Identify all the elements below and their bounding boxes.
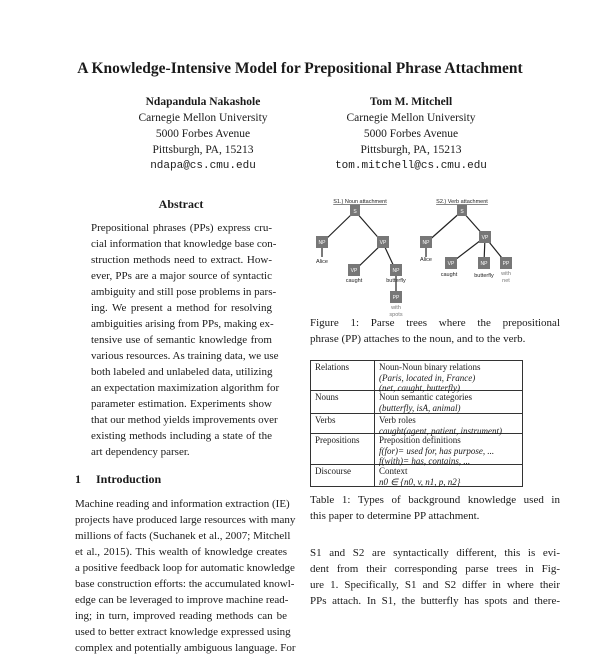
intro-line: base construction efforts: the accumulated knowl- bbox=[75, 578, 295, 590]
figure-1-parse-trees bbox=[300, 195, 570, 320]
abstract-line: both labeled and unlabeled data, utilizing bbox=[91, 366, 273, 378]
caption-line: phrase (PP) attaches to the noun, and to the verb. bbox=[310, 333, 526, 345]
node-pp: PP bbox=[392, 295, 400, 301]
abstract-line: ing. We present a method for resolving bbox=[91, 302, 272, 314]
author-city: Pittsburgh, PA, 15213 bbox=[152, 144, 254, 156]
abstract-line: parameter estimation. Experiments show bbox=[91, 398, 272, 410]
row-content bbox=[379, 435, 494, 467]
abstract-line: cial information that knowledge base con- bbox=[91, 238, 277, 250]
author-1 bbox=[103, 94, 303, 174]
table-row bbox=[311, 361, 522, 391]
table-row bbox=[311, 414, 522, 434]
intro-line: Machine reading and information extraction (IE) bbox=[75, 498, 290, 510]
row-content bbox=[379, 392, 472, 413]
abstract-line: tensive use of semantic knowledge from bbox=[91, 334, 272, 346]
node-pp: PP bbox=[502, 261, 510, 267]
abstract-line: an expectation maximization algorithm for bbox=[91, 382, 280, 394]
paragraph-line: PPs attach. In S1, the butterfly has spots and there- bbox=[310, 595, 560, 607]
node-np: NP bbox=[422, 240, 430, 246]
intro-line: millions of facts (Suchanek et al., 2007; Mitchell bbox=[75, 530, 291, 542]
section-number: 1 bbox=[75, 472, 81, 486]
author-email[interactable]: tom.mitchell@cs.cmu.edu bbox=[335, 160, 487, 172]
row-line: Verb roles bbox=[379, 415, 416, 425]
row-line: n0 ∈ {n0, v, n1, p, n2} bbox=[379, 476, 461, 487]
s1-title: S1.) Noun attachment bbox=[333, 199, 387, 205]
author-email[interactable]: ndapa@cs.cmu.edu bbox=[150, 160, 256, 172]
node-s: S bbox=[353, 209, 357, 215]
row-content bbox=[379, 362, 480, 394]
row-line: Context bbox=[379, 466, 408, 476]
row-line: Noun semantic categories bbox=[379, 392, 472, 402]
abstract-line: struction methods need to extract. How- bbox=[91, 254, 272, 266]
row-line: Noun-Noun binary relations bbox=[379, 362, 481, 372]
row-line: f(with)= has, contains, ... bbox=[379, 456, 471, 466]
node-np: NP bbox=[318, 240, 326, 246]
paragraph-line: dent from their corresponding parse trees in Fig- bbox=[310, 563, 560, 575]
word-butterfly: butterfly bbox=[386, 278, 406, 284]
abstract-line: Prepositional phrases (PPs) express cru- bbox=[91, 222, 272, 234]
author-name: Tom M. Mitchell bbox=[369, 96, 453, 108]
table-row bbox=[311, 391, 522, 414]
row-type: Nouns bbox=[315, 392, 339, 402]
row-content bbox=[379, 466, 460, 487]
author-city: Pittsburgh, PA, 15213 bbox=[360, 144, 462, 156]
word-alice: Alice bbox=[420, 257, 432, 263]
intro-line: a positive feedback loop for automatic knowledge bbox=[75, 562, 295, 574]
word-alice: Alice bbox=[316, 259, 328, 265]
intro-line: complex and potentially ambiguous language. For bbox=[75, 642, 296, 654]
paper-title: A Knowledge-Intensive Model for Prepositional Phrase Attachment bbox=[77, 60, 523, 77]
word-caught: caught bbox=[345, 278, 363, 284]
word-caught: caught bbox=[440, 272, 458, 278]
author-affiliation: Carnegie Mellon University bbox=[346, 112, 476, 124]
word-spots: spots bbox=[389, 312, 403, 318]
word-butterfly: butterfly bbox=[474, 273, 494, 279]
abstract-line: art dependency parser. bbox=[91, 446, 190, 458]
intro-line: used to better extract knowledge expressed using bbox=[75, 626, 291, 638]
node-s: S bbox=[460, 209, 464, 215]
row-line: Preposition definitions bbox=[379, 435, 461, 445]
intro-line: et al., 2015). This wealth of knowledge creates bbox=[75, 546, 287, 558]
node-vp: VP bbox=[447, 261, 455, 267]
row-line: (net, caught, butterfly) bbox=[379, 383, 460, 393]
node-vp: VP bbox=[481, 235, 489, 241]
abstract-line: ambiguity and still pose problems in pars- bbox=[91, 286, 277, 298]
author-address: 5000 Forbes Avenue bbox=[155, 128, 251, 140]
node-np: NP bbox=[480, 261, 488, 267]
section-title: Introduction bbox=[96, 472, 162, 486]
row-line: f(for)= used for, has purpose, ... bbox=[379, 445, 495, 456]
row-line: (Paris, located in, France) bbox=[379, 372, 476, 383]
abstract-heading: Abstract bbox=[158, 197, 204, 211]
paragraph-line: ure 1. Specifically, S1 and S2 differ in where their bbox=[310, 579, 560, 591]
node-np: NP bbox=[392, 268, 400, 274]
s2-title: S2.) Verb attachment bbox=[436, 199, 488, 205]
intro-line: edge can be leveraged to improve machine read- bbox=[75, 594, 289, 606]
row-type: Verbs bbox=[315, 415, 336, 425]
row-line: (butterfly, isA, animal) bbox=[379, 402, 461, 413]
row-type: Prepositions bbox=[315, 435, 360, 445]
abstract-line: ambiguities arising from PPs, making ex- bbox=[91, 318, 274, 330]
row-type: Relations bbox=[315, 362, 349, 372]
word-net: net bbox=[502, 278, 510, 284]
node-vp: VP bbox=[350, 268, 358, 274]
intro-line: projects have produced large resources with many bbox=[75, 514, 296, 526]
abstract-line: that our method yields improvements over bbox=[91, 414, 278, 426]
table-1 bbox=[310, 360, 523, 487]
abstract-line: existing methods including a state of the bbox=[91, 430, 272, 442]
abstract-line: various resources. As training data, we use bbox=[91, 350, 279, 362]
row-line: caught(agent, patient, instrument) bbox=[379, 425, 502, 436]
row-content bbox=[379, 415, 502, 436]
intro-line: ing; in turn, improved reading methods can be bbox=[75, 610, 287, 622]
caption-line: Table 1: Types of background knowledge used in bbox=[310, 494, 560, 506]
section-heading-introduction bbox=[75, 472, 161, 487]
paragraph-line: S1 and S2 are syntactically different, this is evi- bbox=[310, 547, 560, 559]
caption-line: Figure 1: Parse trees where the prepositional bbox=[310, 317, 560, 329]
word-with: with bbox=[501, 271, 511, 277]
table-row bbox=[311, 465, 522, 488]
row-type: Discourse bbox=[315, 466, 351, 476]
author-2 bbox=[311, 94, 511, 174]
author-address: 5000 Forbes Avenue bbox=[363, 128, 459, 140]
author-name: Ndapandula Nakashole bbox=[145, 96, 261, 108]
author-affiliation: Carnegie Mellon University bbox=[138, 112, 268, 124]
node-vp: VP bbox=[379, 240, 387, 246]
table-row bbox=[311, 434, 522, 465]
word-with: with bbox=[391, 305, 401, 311]
abstract-line: ever, PPs are a major source of syntactic bbox=[91, 270, 272, 282]
caption-line: this paper to determine PP attachment. bbox=[310, 510, 480, 522]
